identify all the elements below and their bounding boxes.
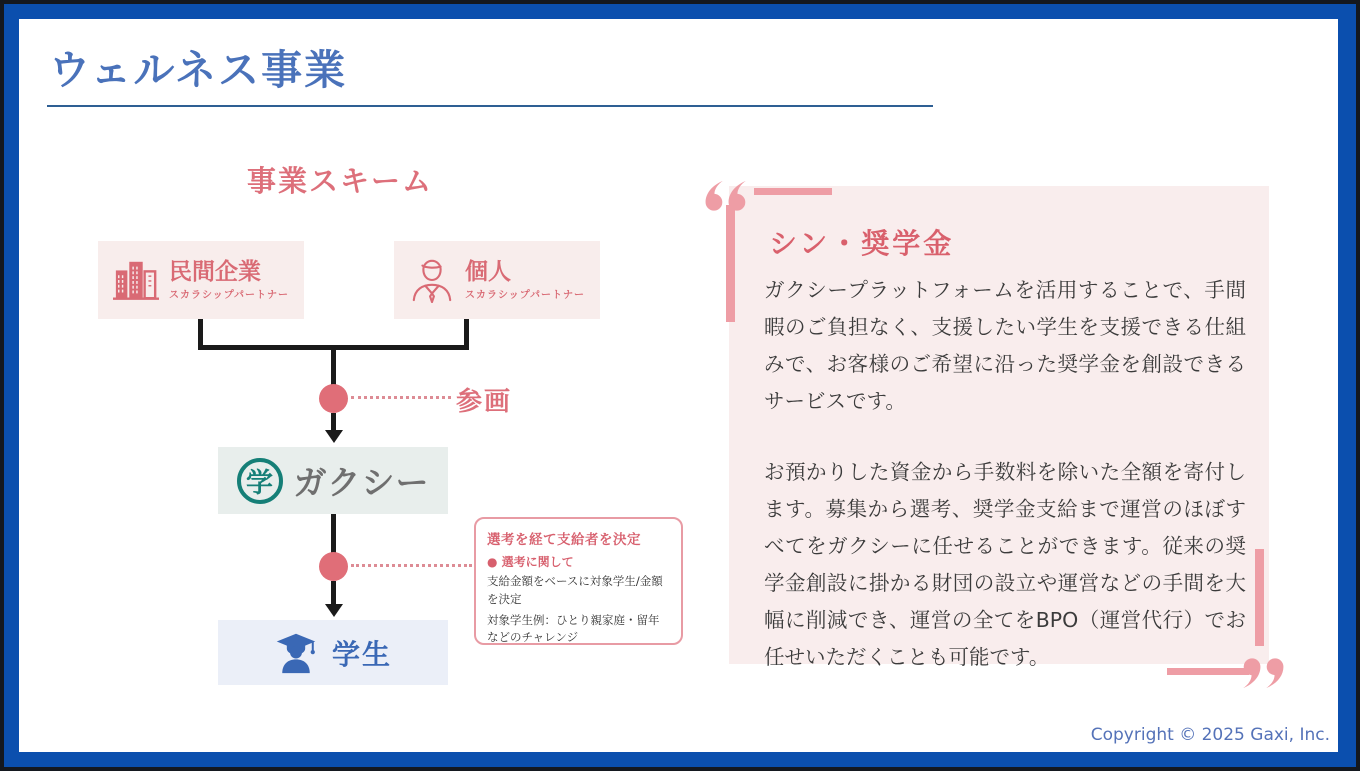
join-dotted-line <box>351 396 451 399</box>
gaxi-logo-glyph: 学 <box>246 468 273 499</box>
close-quote-icon <box>1239 657 1285 690</box>
quote-panel-body <box>764 272 1246 676</box>
arrow-to-student <box>325 604 343 617</box>
quote-paragraph-2: お預かりした資金から手数料を除いた全額を寄付します。募集から選考、奨学金支給まで運営のほぼすべてをガクシーに任せることができます。従来の奨学金創設に掛かる財団の設立や運営などの手間を大幅に削減でき、運営の全てをBPO（運営代行）でお任せいただくことも可能です。 <box>764 460 1246 669</box>
quote-panel-heading: シン・奨学金 <box>769 227 955 260</box>
quote-panel <box>729 186 1269 669</box>
quote-bar-right <box>1255 549 1264 646</box>
note-line1: 支給金額をベースに対象学生/金額を決定 <box>487 574 663 606</box>
note-bullet: ● 選考に関して <box>487 555 574 569</box>
student-box <box>218 620 448 685</box>
building-icon <box>113 258 159 302</box>
note-title: 選考を経て支給者を決定 <box>487 532 641 548</box>
selection-note-box <box>474 517 683 645</box>
title-underline <box>47 105 933 107</box>
gaxi-logo-icon <box>237 458 283 504</box>
person-icon <box>409 257 455 303</box>
gaxi-box <box>218 447 448 514</box>
arrow-to-gaxi <box>325 430 343 443</box>
partner-corporate-name: 民間企業 <box>169 259 261 286</box>
graduate-icon <box>274 631 318 675</box>
slide-content <box>19 19 1338 752</box>
selection-node-circle <box>319 552 348 581</box>
student-label: 学生 <box>331 637 392 671</box>
quote-bar-bottom <box>1167 668 1249 675</box>
copyright-text: Copyright © 2025 Gaxi, Inc. <box>1090 725 1330 745</box>
partner-corporate-subtitle: スカラシップパートナー <box>169 289 289 301</box>
partner-individual-box <box>394 241 600 319</box>
scheme-heading: 事業スキーム <box>247 164 434 198</box>
gaxi-name: ガクシー <box>293 463 430 502</box>
partner-individual-subtitle: スカラシップパートナー <box>465 289 585 301</box>
connector-lower-lower <box>331 581 336 605</box>
note-line2: 対象学生例：ひとり親家庭・留年などのチャレンジ <box>487 612 660 645</box>
quote-bar-left <box>726 205 735 322</box>
partner-corporate-box <box>98 241 304 319</box>
quote-paragraph-1: ガクシープラットフォームを活用することで、手間暇のご負担なく、支援したい学生を支援できる仕組みで、お客様のご希望に沿った奨学金を創設できるサービスです。 <box>764 278 1246 413</box>
selection-dotted-line <box>351 564 472 567</box>
quote-bar-top <box>754 188 832 195</box>
slide-frame <box>4 4 1356 767</box>
join-label: 参画 <box>456 387 513 417</box>
partner-individual-name: 個人 <box>465 259 511 286</box>
connector-center-lower <box>331 413 336 431</box>
page-title: ウェルネス事業 <box>49 46 348 94</box>
join-node-circle <box>319 384 348 413</box>
